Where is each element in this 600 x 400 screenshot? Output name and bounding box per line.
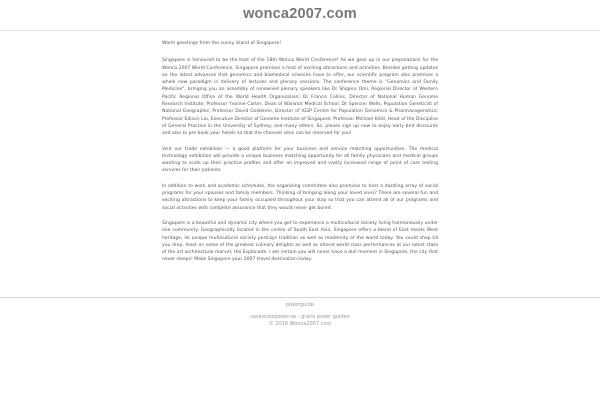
footer-separator: - — [296, 314, 302, 320]
paragraph-conference: Singapore is honoured to be the host of the 18th Wonca World Conference! As we gear up in our preparations for the Wonca 2007 World Conference, Singapore promises a host of exciting attractions and activities. Besides getting updates on the latest advances that genomics and biomedical sciences have to offer, our scientific program also promises a whole new paradigm in delivery of lectures and plenary sessions. The conference theme is "Genomics and Family Medicine", bringing you an assembly of renowned plenary speakers like Dr Shigeru Omi, Regional Director of Western Pacific Regional Office of the World Health Organisation; Dr Francis Collins, Director of National Human Genome Research Institute; Professor Yvonne Carter, Dean of Warwick Medical School; Dr Spencer Wells, Population Geneticist of National Geographic; Professor David Goldstein, Director of IGSP Centre for Population Genomics & Pharmacogenetics; Professor Edison Liu, Executive Director of Genome Institute of Singapore; Professor Michael Kidd, Head of the Discipline of General Practice in the University of Sydney; and many others. So, please sign up now to enjoy early bird discounts and also to pre book your hotels so that the choicest sites can be reserved for you! — [162, 58, 438, 137]
copyright-text: © 2016 Wonca2007.com — [268, 321, 332, 327]
footer-divider — [0, 297, 600, 298]
greeting-text: Warm greetings from the sunny island of Singapore! — [162, 41, 282, 46]
footer-link-pokerguide[interactable]: pokerguide — [286, 302, 314, 308]
main-content — [162, 40, 438, 272]
site-title: wonca2007.com — [243, 6, 357, 22]
footer-link-gratis-poker-guiden[interactable]: gratis poker guiden — [301, 314, 350, 320]
footer — [0, 302, 600, 328]
paragraph-singapore: Singapore is a beautiful and dynamic city where you get to experience a multicultural society living harmoniously under one community. Geographically located in the centre of South East Asia, Singapore offers a blend of East meets West heritage, its unique multicultural society portrays tradition as well as modernity of the world today. You could shop till you drop, feast on some of the greatest culinary delights as well as attend world class performances at our latest state of the art architectural marvel, the Esplanade. I am certain you will never have a dull moment in Singapore, the city that never sleeps! Make Singapore your 2007 travel destination today. — [162, 220, 438, 263]
paragraph-social-programs: In addition to work and academic schedules, the organizing committee also promises to host a dazzling array of social programs for your spouses and family members. Thinking of bringing along your loved ones? There are several fun and exciting attractions to keep your family occupied throughout your stay so that you can attend all of our programs and social activities with complete assurance that they would never get bored. — [162, 183, 438, 211]
paragraph-exhibition: Visit our trade exhibition — a good platform for your business and service matching opportunities. The medical technology exhibition will provide a unique business matching opportunity for all family physicians and medical groups wanting to scale up their practice profiles and offer an improved and vastly increased range of point of care testing services for their patients. — [162, 146, 438, 174]
header-divider — [0, 30, 600, 31]
footer-link-casinoslotpoker[interactable]: casinoslotpoker.se — [250, 314, 297, 320]
